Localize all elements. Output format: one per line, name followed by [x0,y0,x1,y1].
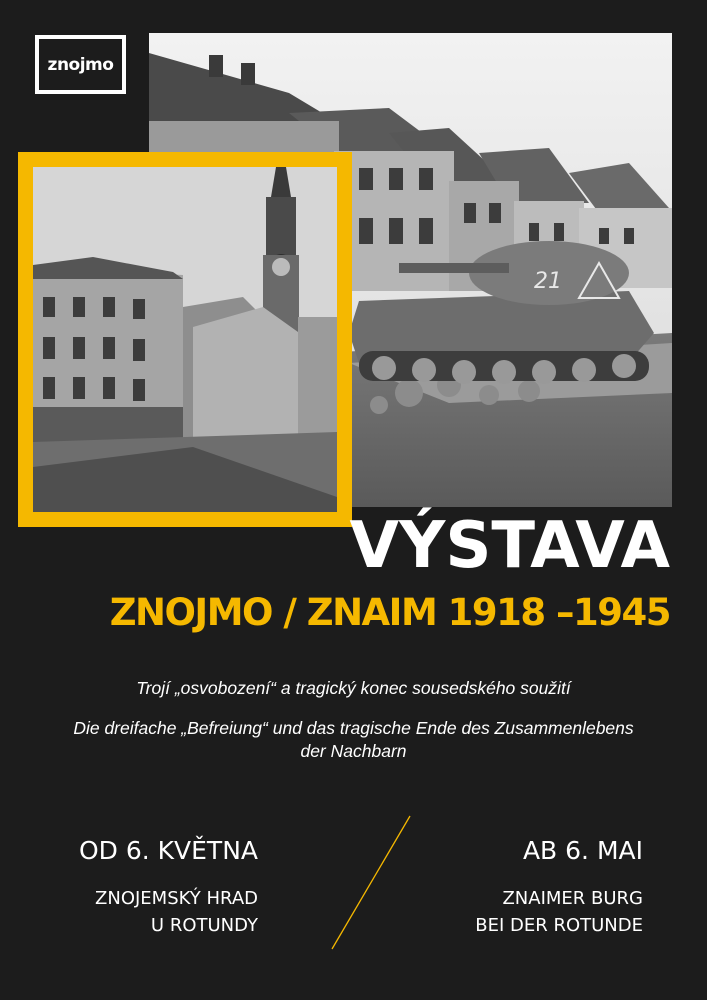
inset-photo-town-hall [33,167,337,512]
inset-photo-frame [18,152,352,527]
date-czech: OD 6. KVĚTNA [78,836,258,865]
exhibition-headline: VÝSTAVA [349,509,670,583]
znojmo-logo [35,35,126,94]
tagline-czech: Trojí „osvobození“ a tragický konec sousedského soužití [136,678,571,698]
venue-german-line2: BEI DER ROTUNDE [475,915,643,936]
venue-german-line1: ZNAIMER BURG [502,888,643,909]
exhibition-subtitle: ZNOJMO / ZNAIM 1918 –1945 [109,591,670,634]
diagonal-divider-line [330,815,412,951]
venue-czech [95,885,258,939]
inset-photo-graphic [33,167,337,512]
tagline-german: Die dreifache „Befreiung“ und das tragische Ende des Zusammenlebens der Nachbarn [73,718,634,761]
logo-text: znojmo [47,54,114,75]
venue-czech-line2: U ROTUNDY [150,915,258,936]
svg-text:21: 21 [534,269,562,294]
date-german: AB 6. MAI [522,836,643,865]
venue-german [475,885,643,939]
venue-czech-line1: ZNOJEMSKÝ HRAD [95,888,258,909]
